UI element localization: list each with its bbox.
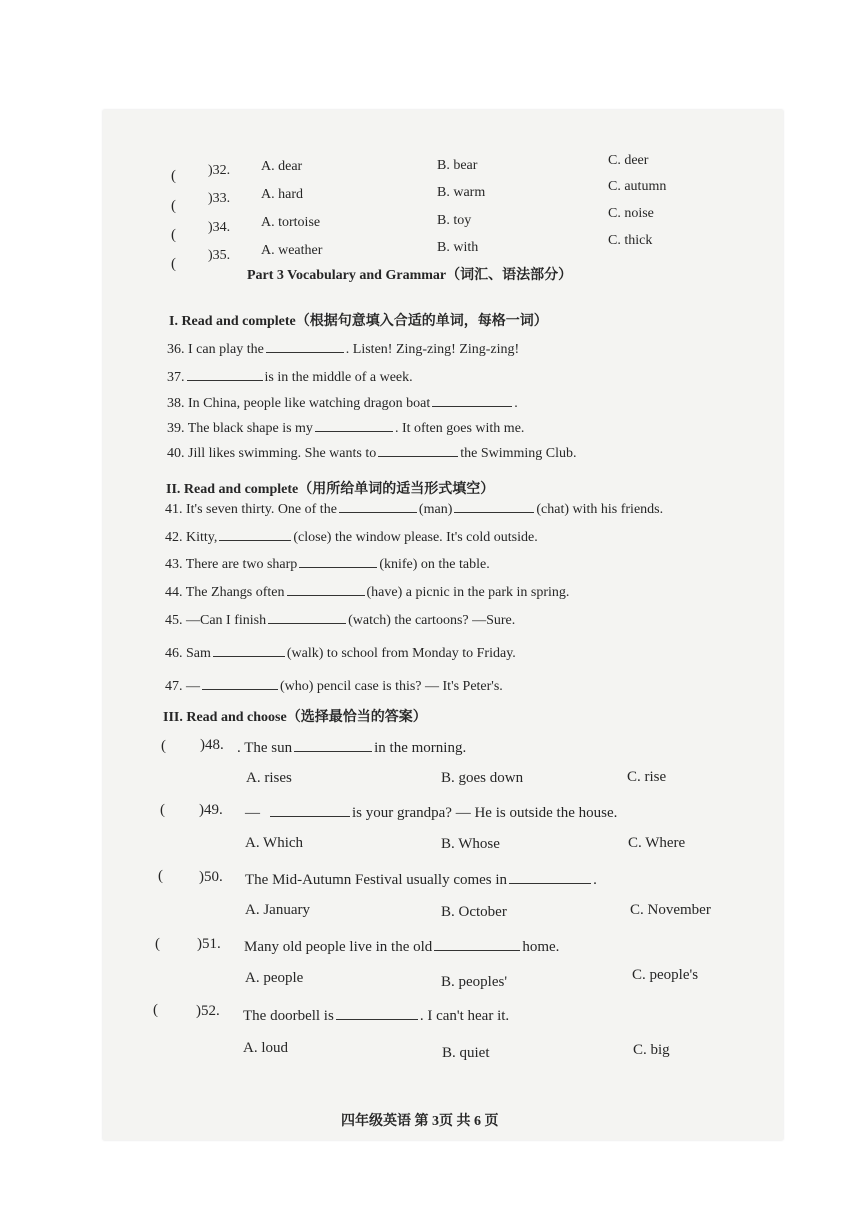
- option-b[interactable]: B. October: [441, 904, 507, 920]
- question-number: )35.: [208, 248, 231, 263]
- question-40: 40. Jill likes swimming. She wants to the Swimming Club.: [167, 442, 577, 462]
- question-51: Many old people live in the old home.: [244, 936, 559, 956]
- page-footer: 四年级英语 第 3页 共 6 页: [341, 1114, 499, 1129]
- question-number: )50.: [199, 869, 223, 885]
- option-a[interactable]: A. people: [245, 970, 304, 986]
- question-48: . The sun in the morning.: [237, 737, 466, 757]
- question-50: The Mid-Autumn Festival usually comes in .: [245, 869, 597, 889]
- answer-paren: (: [171, 256, 176, 272]
- option-a: A. tortoise: [261, 215, 321, 230]
- answer-blank[interactable]: [266, 338, 344, 353]
- question-number: )32.: [208, 163, 231, 178]
- question-number: )52.: [196, 1003, 220, 1019]
- option-c: C. autumn: [608, 179, 667, 194]
- answer-blank[interactable]: [268, 609, 346, 624]
- option-c: C. thick: [608, 233, 653, 248]
- question-42: 42. Kitty, (close) the window please. It's cold outside.: [165, 526, 538, 546]
- option-b: B. warm: [437, 185, 486, 200]
- question-37: 37. is in the middle of a week.: [167, 366, 413, 386]
- question-number: )33.: [208, 191, 231, 206]
- question-number: )48.: [200, 737, 224, 753]
- part-title: Part 3 Vocabulary and Grammar（词汇、语法部分）: [247, 268, 573, 283]
- question-47: 47. — (who) pencil case is this? — It's Peter's.: [165, 675, 503, 695]
- answer-blank[interactable]: [294, 737, 372, 752]
- answer-blank[interactable]: [509, 869, 591, 884]
- option-c: C. deer: [608, 153, 649, 168]
- answer-blank[interactable]: [336, 1005, 418, 1020]
- option-b: B. toy: [437, 213, 472, 228]
- question-49: — is your grandpa? — He is outside the house.: [245, 802, 617, 822]
- answer-paren: (: [171, 168, 176, 184]
- option-a[interactable]: A. loud: [243, 1040, 288, 1056]
- question-38: 38. In China, people like watching dragon boat .: [167, 392, 518, 412]
- question-number: )34.: [208, 220, 231, 235]
- section-title: II. Read and complete（用所给单词的适当形式填空）: [166, 482, 495, 497]
- question-36: 36. I can play the . Listen! Zing-zing! Zing-zing!: [167, 338, 519, 358]
- answer-blank[interactable]: [299, 553, 377, 568]
- option-b: B. bear: [437, 158, 478, 173]
- section-title: I. Read and complete（根据句意填入合适的单词，每格一词）: [169, 314, 548, 329]
- option-c[interactable]: C. November: [630, 902, 711, 918]
- answer-paren: (: [171, 227, 176, 243]
- option-b[interactable]: B. quiet: [442, 1045, 490, 1061]
- answer-paren: (: [158, 868, 163, 884]
- answer-blank[interactable]: [378, 442, 458, 457]
- answer-blank[interactable]: [219, 526, 291, 541]
- answer-paren: (: [160, 802, 165, 818]
- option-b[interactable]: B. goes down: [441, 770, 524, 786]
- option-c[interactable]: C. Where: [628, 835, 686, 851]
- option-a[interactable]: A. rises: [246, 770, 292, 786]
- option-c[interactable]: C. rise: [627, 769, 667, 785]
- question-44: 44. The Zhangs often (have) a picnic in the park in spring.: [165, 581, 569, 601]
- answer-paren: (: [161, 738, 166, 754]
- answer-blank[interactable]: [454, 498, 534, 513]
- option-a[interactable]: A. Which: [245, 835, 304, 851]
- answer-blank[interactable]: [287, 581, 365, 596]
- option-a: A. weather: [261, 243, 323, 258]
- question-number: )49.: [199, 802, 223, 818]
- option-c[interactable]: C. people's: [632, 967, 699, 983]
- question-39: 39. The black shape is my . It often goes with me.: [167, 417, 524, 437]
- option-c[interactable]: C. big: [633, 1042, 670, 1058]
- option-a[interactable]: A. January: [245, 902, 310, 918]
- answer-blank[interactable]: [187, 366, 263, 381]
- answer-paren: (: [155, 936, 160, 952]
- answer-paren: (: [171, 198, 176, 214]
- answer-paren: (: [153, 1002, 158, 1018]
- question-43: 43. There are two sharp (knife) on the table.: [165, 553, 490, 573]
- option-c: C. noise: [608, 206, 654, 221]
- option-b[interactable]: B. peoples': [441, 974, 508, 990]
- question-46: 46. Sam (walk) to school from Monday to Friday.: [165, 642, 516, 662]
- answer-blank[interactable]: [270, 802, 350, 817]
- answer-blank[interactable]: [315, 417, 393, 432]
- option-b: B. with: [437, 240, 479, 255]
- answer-blank[interactable]: [213, 642, 285, 657]
- option-a: A. dear: [261, 159, 303, 174]
- section-title: III. Read and choose（选择最恰当的答案）: [163, 710, 427, 725]
- question-number: )51.: [197, 936, 221, 952]
- option-b[interactable]: B. Whose: [441, 836, 500, 852]
- question-41: 41. It's seven thirty. One of the (man) (chat) with his friends.: [165, 498, 663, 518]
- question-52: The doorbell is . I can't hear it.: [243, 1005, 509, 1025]
- option-a: A. hard: [261, 187, 303, 202]
- question-45: 45. —Can I finish (watch) the cartoons? —Sure.: [165, 609, 515, 629]
- answer-blank[interactable]: [434, 936, 520, 951]
- exam-page: [103, 110, 783, 1140]
- answer-blank[interactable]: [339, 498, 417, 513]
- answer-blank[interactable]: [432, 392, 512, 407]
- answer-blank[interactable]: [202, 675, 278, 690]
